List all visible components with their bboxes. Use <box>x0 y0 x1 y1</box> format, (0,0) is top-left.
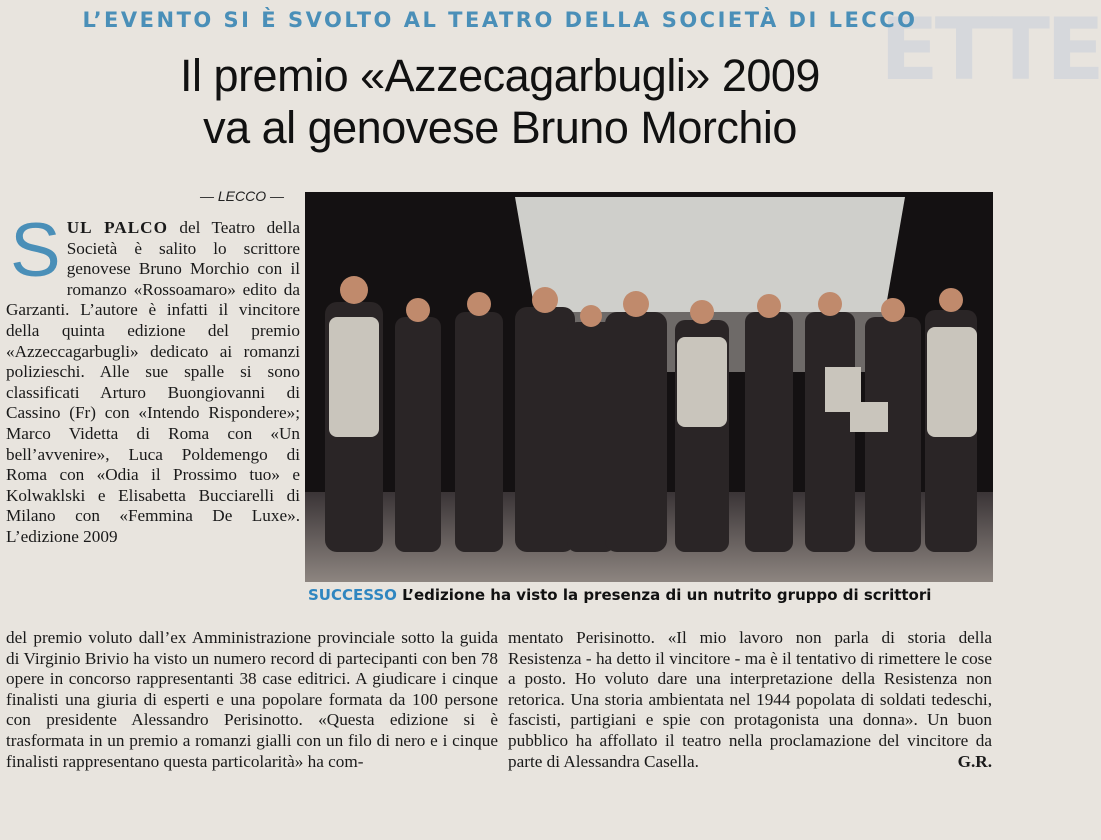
background-print-letters: ETTE <box>880 0 1101 100</box>
headline <box>0 50 1000 154</box>
article-column-3 <box>508 628 992 772</box>
article-column-2: del premio voluto dall’ex Amministrazione provinciale sotto la guida di Virginio Brivio ha visto un numero record di partecipanti con ben 78 opere in concorso rappresentanti 38 case editrici. A giudicare i cinque finalisti una giuria di esperti e una popolare formata da 100 persone con presidente Alessandro Perisinotto. «Questa edizione si è trasformata in un premio a romanzi gialli con un filo di nero e i cinque finalisti rappresentano questa particolarità» ha com- <box>6 628 498 771</box>
group-photo <box>305 192 993 582</box>
author-signature: G.R. <box>957 751 992 771</box>
kicker: L’EVENTO SI È SVOLTO AL TEATRO DELLA SOCIETÀ DI LECCO <box>82 8 918 32</box>
lead-words: UL PALCO <box>66 218 168 237</box>
headline-line-1: Il premio «Azzecagarbugli» 2009 <box>180 50 820 101</box>
headline-line-2: va al genovese Bruno Morchio <box>203 102 797 153</box>
article-text-1: del Teatro della Società è salito lo scrittore genovese Bruno Morchio con il romanzo «Rossoamaro» edito da Garzanti. L’autore è infatti il vincitore della quinta edizione del premio «Azzeccagarbugli» dedicato ai romanzi polizieschi. Alle sue spalle si sono classificati Arturo Buongiovanni di Cassino (Fr) con «Intendo Rispondere»; Marco Videtta di Roma con «Un bell’avvenire», Luca Poldemengo di Roma con «Odia il Prossimo tuo» e Kolwaklski e Elisabetta Bucciarelli di Milano con «Femmina De Luxe». L’edizione 2009 <box>6 218 300 546</box>
group-photo-illustration <box>305 192 993 582</box>
caption-text: L’edizione ha visto la presenza di un nutrito gruppo di scrittori <box>396 586 932 604</box>
dateline: — LECCO — <box>200 188 285 204</box>
photo-caption <box>308 586 996 604</box>
drop-cap: S <box>10 208 61 293</box>
article-column-1 <box>6 208 300 548</box>
caption-label: SUCCESSO <box>308 586 397 604</box>
article-text-3: mentato Perisinotto. «Il mio lavoro non parla di storia della Resistenza - ha detto il vincitore - ma è il tentativo di rimettere le cose a posto. Ho voluto dare una interpretazione della Resistenza non retorica. Una storia ambientata nel 1944 popolata di soldati tedeschi, fascisti, partigiani e spie con protagonista una donna». Un buon pubblico ha affollato il teatro nella proclamazione del vincitore da parte di Alessandra Casella. <box>508 628 992 771</box>
